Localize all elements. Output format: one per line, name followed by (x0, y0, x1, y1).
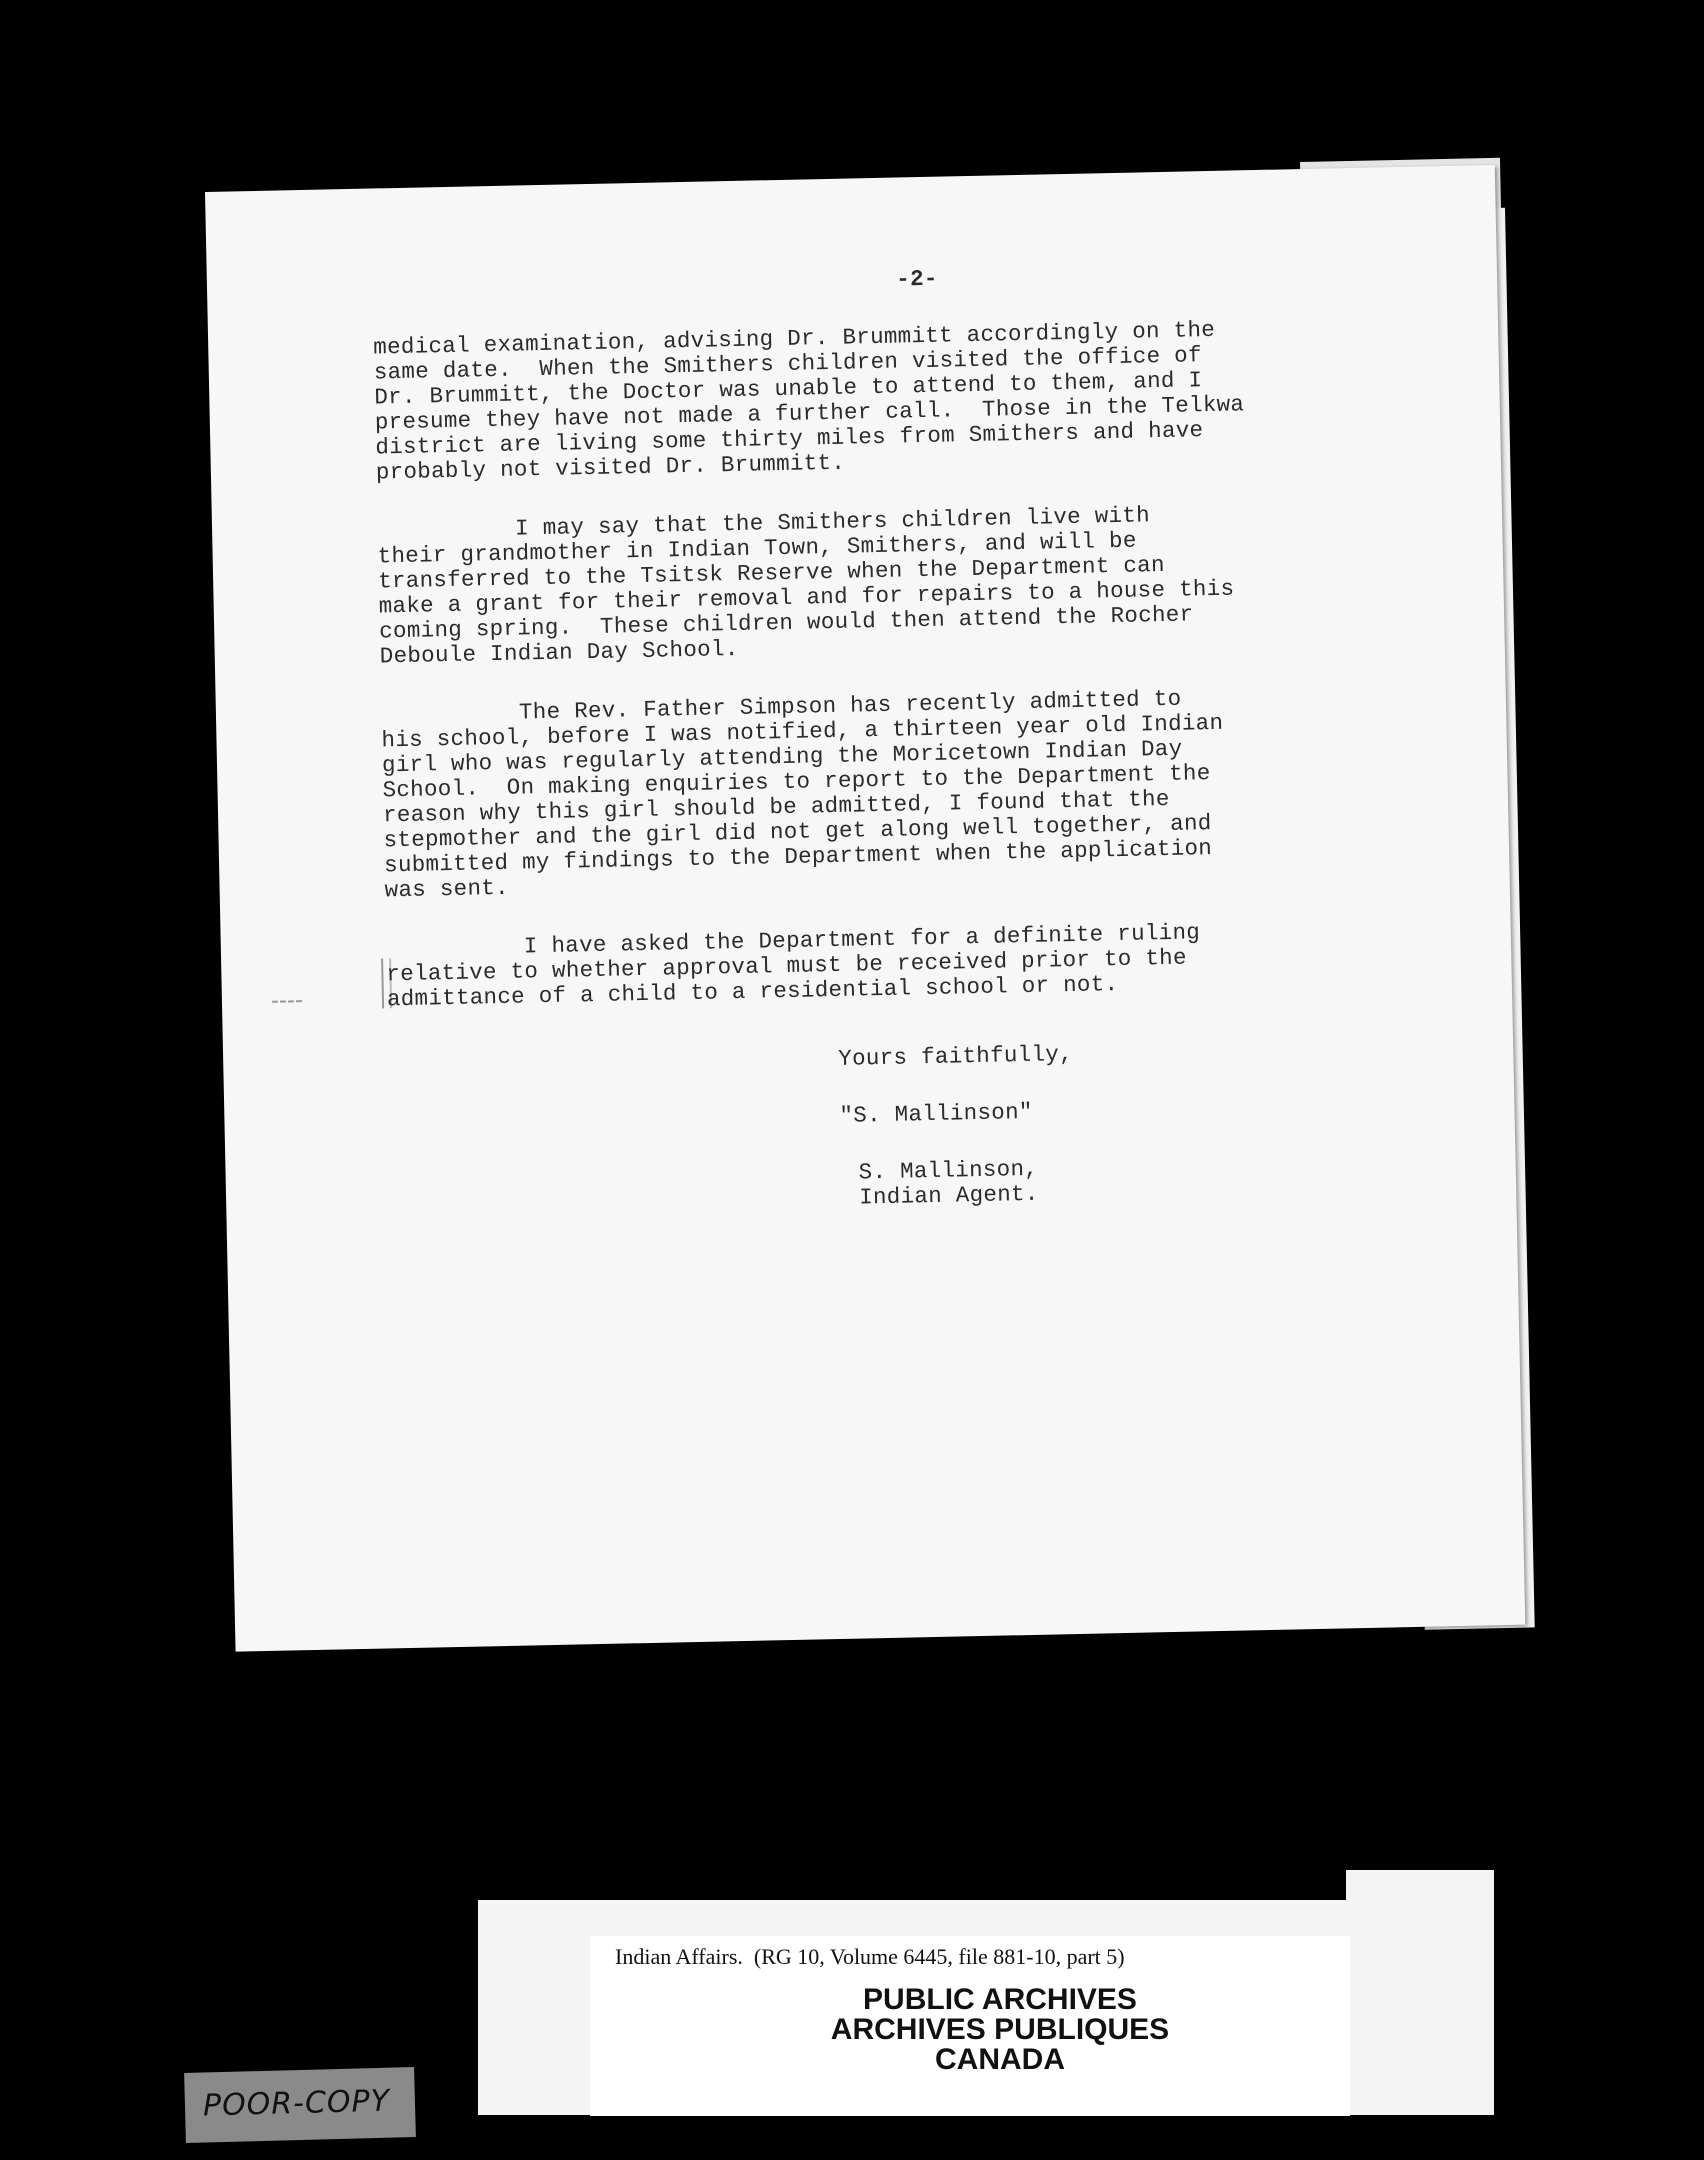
letter-page (205, 165, 1525, 1652)
page-number: -2- (895, 265, 938, 293)
archive-label-tab (1346, 1870, 1494, 2115)
closing-block (838, 1036, 1341, 1210)
archive-name-en: PUBLIC ARCHIVES (863, 1983, 1137, 2016)
paragraph-2: I may say that the Smithers children live with their grandmother in Indian Town, Smithers, and will be transferred to the Tsitsk Reserve when the Department can make a grant for their removal and for repairs to a house this coming spring. These children would then attend the Rocher Deboule Indian Day School. (376, 502, 1235, 670)
letter-body (372, 259, 1342, 1253)
closing-salutation: Yours faithfully, (838, 1041, 1074, 1072)
poor-copy-stamp (184, 2067, 416, 2143)
paragraph-4: I have asked the Department for a definite ruling relative to whether approval must be received prior to the admittance of a child to a residential school or not. (385, 919, 1201, 1013)
archive-reference: Indian Affairs. (RG 10, Volume 6445, file 881-10, part 5) (615, 1944, 1125, 1969)
paragraph-3: The Rev. Father Simpson has recently admitted to his school, before I was notified, a thirteen year old Indian girl who was regularly attending the Moricetown Indian Day School. On making enquiries to report to the Department the reason why this girl should be admitted, I found that the stepmother and the girl did not get along well together, and submitted my findings to the Department when the application was sent. (380, 685, 1224, 904)
signature-block: S. Mallinson, Indian Agent. (858, 1155, 1039, 1211)
margin-dash (272, 1000, 302, 1003)
poor-copy-text: POOR-COPY (202, 2083, 391, 2124)
archive-country: CANADA (935, 2043, 1065, 2076)
archive-name (720, 1985, 1280, 2075)
signature-quoted: "S. Mallinson" (839, 1098, 1033, 1129)
paragraph-1: medical examination, advising Dr. Brummitt accordingly on the same date. When the Smithers children visited the office of Dr. Brummitt, the Doctor was unable to attend to them, and I presume they have not made a further call. Those in the Telkwa district are living some thirty miles from Smithers and have probably not visited Dr. Brummitt. (373, 316, 1245, 486)
archive-name-fr: ARCHIVES PUBLIQUES (830, 2013, 1170, 2046)
